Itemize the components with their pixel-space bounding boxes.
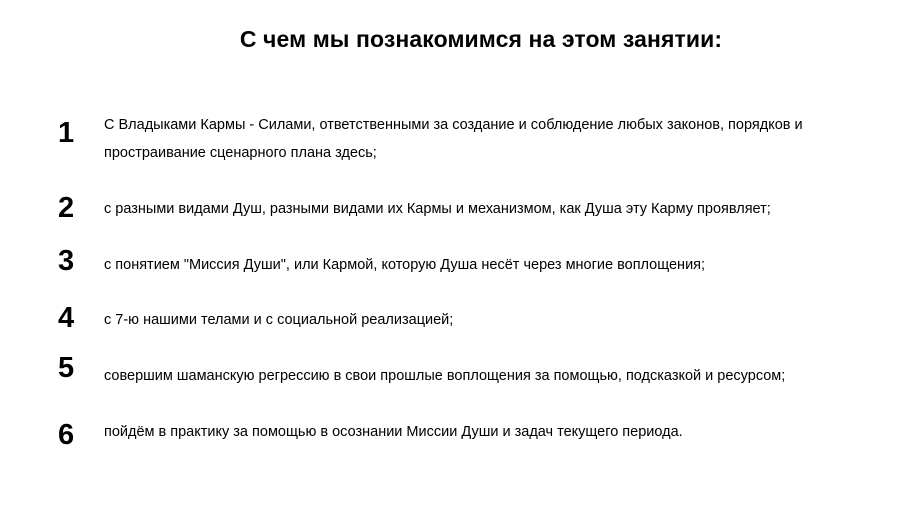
- item-text-1: С Владыками Кармы - Силами, ответственными за создание и соблюдение любых законов, порядков и простраивание сценарного плана здесь;: [104, 117, 803, 161]
- item-number-4: 4: [58, 302, 75, 334]
- item-number-5: 5: [58, 352, 75, 384]
- item-number-2: 2: [58, 192, 75, 224]
- item-text-2: с разными видами Душ, разными видами их Кармы и механизмом, как Душа эту Карму проявляет;: [104, 201, 771, 217]
- item-text-5: совершим шаманскую регрессию в свои прошлые воплощения за помощью, подсказкой и ресурсом;: [104, 368, 786, 384]
- item-number-1: 1: [58, 117, 75, 149]
- item-text-6: пойдём в практику за помощью в осознании Миссии Души и задач текущего периода.: [104, 424, 683, 440]
- item-number-3: 3: [58, 245, 75, 277]
- item-text-3: с понятием "Миссия Души", или Кармой, которую Душа несёт через многие воплощения;: [104, 257, 706, 273]
- item-number-6: 6: [58, 419, 75, 451]
- item-text-4: с 7-ю нашими телами и с социальной реализацией;: [104, 312, 454, 328]
- slide-title: С чем мы познакомимся на этом занятии:: [239, 26, 723, 52]
